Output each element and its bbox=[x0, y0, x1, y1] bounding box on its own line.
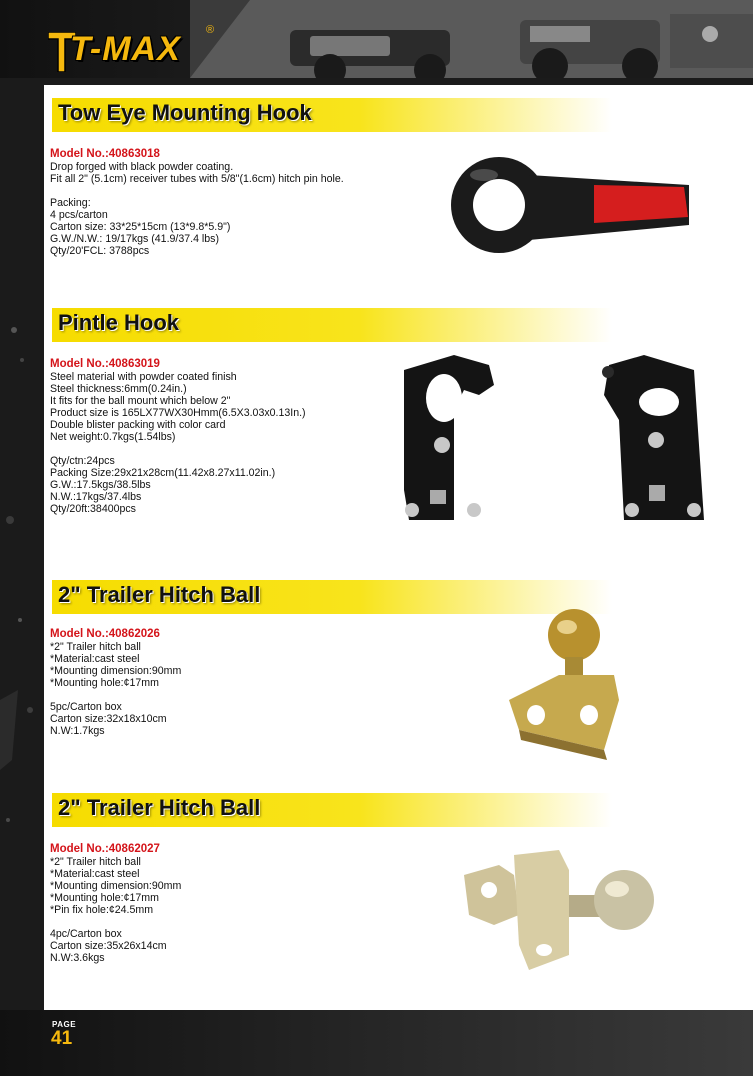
section-title-text: Pintle Hook bbox=[58, 310, 180, 335]
spec-line: Qty/20ft:38400pcs bbox=[50, 503, 136, 515]
tmax-logo bbox=[48, 24, 228, 78]
section-title-text: 2" Trailer Hitch Ball bbox=[58, 795, 261, 820]
spec-line: 4pc/Carton box bbox=[50, 928, 122, 940]
footer-bar bbox=[0, 1010, 753, 1076]
hitch-ball-2-image bbox=[459, 845, 669, 985]
spec-line: It fits for the ball mount which below 2" bbox=[50, 395, 231, 407]
header-banner bbox=[0, 0, 753, 78]
section-title-tow-eye bbox=[52, 98, 612, 132]
spec-hitch-ball-1 bbox=[50, 628, 181, 737]
spec-line: Carton size:32x18x10cm bbox=[50, 713, 167, 725]
spec-line: Fit all 2" (5.1cm) receiver tubes with 5/8"(1.6cm) hitch pin hole. bbox=[50, 173, 344, 185]
spec-line: Net weight:0.7kgs(1.54lbs) bbox=[50, 431, 176, 443]
spec-line: *Mounting hole:¢17mm bbox=[50, 892, 159, 904]
section-title-text: 2" Trailer Hitch Ball bbox=[58, 582, 261, 607]
header-vehicles-image bbox=[190, 0, 753, 78]
spec-line: *Mounting hole:¢17mm bbox=[50, 677, 159, 689]
spec-line: Packing: bbox=[50, 197, 91, 209]
section-title-pintle bbox=[52, 308, 612, 342]
page-number: 41 bbox=[51, 1028, 73, 1049]
spec-line: *Mounting dimension:90mm bbox=[50, 665, 182, 677]
pintle-hook-image bbox=[394, 350, 724, 540]
spec-line: N.W:1.7kgs bbox=[50, 725, 105, 737]
spec-line: Steel material with powder coated finish bbox=[50, 371, 237, 383]
spec-line: G.W./N.W.: 19/17kgs (41.9/37.4 lbs) bbox=[50, 233, 219, 245]
spec-line: Carton size:35x26x14cm bbox=[50, 940, 167, 952]
spec-line: Double blister packing with color card bbox=[50, 419, 226, 431]
content-panel bbox=[44, 85, 753, 1010]
spec-pintle bbox=[50, 358, 306, 515]
spec-line: G.W.:17.5kgs/38.5lbs bbox=[50, 479, 151, 491]
spec-hitch-ball-2 bbox=[50, 843, 181, 964]
page-label: PAGE bbox=[52, 1020, 77, 1029]
model-number: Model No.:40862027 bbox=[50, 843, 160, 855]
model-number: Model No.:40862026 bbox=[50, 628, 160, 640]
spec-tow-eye bbox=[50, 148, 344, 257]
spec-line: Carton size: 33*25*15cm (13*9.8*5.9") bbox=[50, 221, 231, 233]
model-number: Model No.:40863018 bbox=[50, 148, 160, 160]
spec-line: N.W.:17kgs/37.4lbs bbox=[50, 491, 142, 503]
spec-line: Packing Size:29x21x28cm(11.42x8.27x11.02in.) bbox=[50, 467, 276, 479]
section-title-hitch-ball-2 bbox=[52, 793, 612, 827]
spec-line: Steel thickness:6mm(0.24in.) bbox=[50, 383, 187, 395]
spec-line: Product size is 165LX77WX30Hmm(6.5X3.03x0.13In.) bbox=[50, 407, 306, 419]
hitch-ball-1-image bbox=[499, 605, 679, 765]
spec-line: *Material:cast steel bbox=[50, 868, 140, 880]
logo-registered-mark: ® bbox=[206, 24, 215, 36]
model-number: Model No.:40863019 bbox=[50, 358, 160, 370]
spec-line: Qty/20'FCL: 3788pcs bbox=[50, 245, 150, 257]
tow-eye-hook-image bbox=[444, 145, 704, 265]
spec-line: Drop forged with black powder coating. bbox=[50, 161, 234, 173]
spec-line: Qty/ctn:24pcs bbox=[50, 455, 115, 467]
spec-line: *Mounting dimension:90mm bbox=[50, 880, 182, 892]
spec-line: *2" Trailer hitch ball bbox=[50, 641, 141, 653]
section-title-text: Tow Eye Mounting Hook bbox=[58, 100, 312, 125]
spec-line: 5pc/Carton box bbox=[50, 701, 122, 713]
spec-line: N.W:3.6kgs bbox=[50, 952, 105, 964]
logo-text: T-MAX bbox=[70, 30, 181, 68]
spec-line: *Material:cast steel bbox=[50, 653, 140, 665]
spec-line: *2" Trailer hitch ball bbox=[50, 856, 141, 868]
spec-line: 4 pcs/carton bbox=[50, 209, 108, 221]
spec-line: *Pin fix hole:¢24.5mm bbox=[50, 904, 154, 916]
